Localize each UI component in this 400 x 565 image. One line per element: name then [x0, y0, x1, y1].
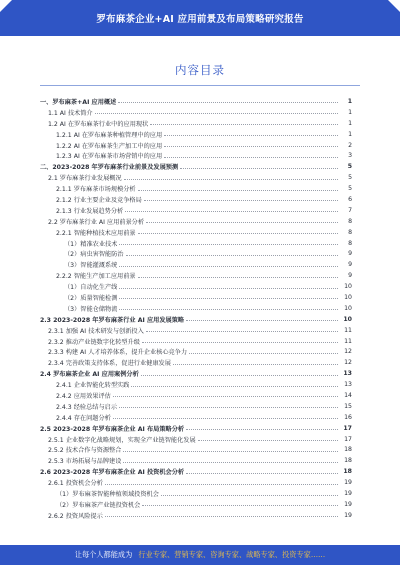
toc-entry[interactable] — [40, 466, 352, 477]
toc-title: 内容目录 — [175, 63, 225, 77]
toc-dot-leader — [180, 168, 338, 169]
toc-entry[interactable] — [40, 499, 352, 510]
toc-entry-text: 2.5 2023-2028 年罗布麻茶企业 AI 布局策略分析 — [40, 425, 185, 433]
toc-entry[interactable] — [40, 216, 352, 227]
toc-dot-leader — [105, 516, 338, 517]
toc-entry-text: 1.2.2 AI 在罗布麻茶生产加工中的应用 — [56, 142, 163, 150]
toc-page-number: 5 — [348, 185, 352, 193]
toc-page-number: 11 — [344, 337, 352, 345]
toc-entry[interactable] — [40, 281, 352, 292]
toc-page-number: 5 — [347, 163, 352, 171]
toc-dot-leader — [164, 146, 338, 147]
toc-entry[interactable] — [40, 390, 352, 401]
toc-entry[interactable] — [40, 445, 352, 456]
toc-entry[interactable] — [40, 107, 352, 118]
toc-entry-text: 2.3.2 推动产业链数字化转型升级 — [48, 338, 140, 346]
toc-entry-text: 一、罗布麻茶+AI 应用概述 — [40, 98, 117, 106]
toc-dot-leader — [186, 473, 338, 474]
toc-entry-text: 2.2.1 智能种植技术应用前景 — [56, 229, 136, 237]
toc-entry[interactable] — [40, 118, 352, 129]
toc-entry[interactable] — [40, 129, 352, 140]
toc-page-number: 1 — [348, 108, 352, 116]
toc-dot-leader — [173, 364, 338, 365]
toc-entry[interactable] — [40, 368, 352, 379]
toc-page-number: 12 — [344, 348, 352, 356]
toc-entry[interactable] — [40, 423, 352, 434]
toc-page-number: 1 — [348, 119, 352, 127]
toc-dot-leader — [138, 277, 338, 278]
toc-entry[interactable] — [40, 183, 352, 194]
toc-dot-leader — [164, 157, 338, 158]
toc-dot-leader — [142, 505, 338, 506]
toc-page-number: 19 — [344, 490, 352, 497]
toc-page-number: 13 — [344, 381, 352, 389]
toc-dot-leader — [186, 320, 338, 321]
footer-banner — [0, 545, 400, 565]
toc-dot-leader — [161, 495, 338, 496]
toc-page-number: 12 — [344, 359, 352, 367]
toc-dot-leader — [144, 200, 338, 201]
toc-page-number: 1 — [347, 97, 352, 105]
report-header — [0, 0, 400, 36]
toc-page-number: 2 — [348, 141, 352, 149]
header-corner-right — [388, 0, 400, 12]
toc-dot-leader — [146, 222, 338, 223]
toc-entry-text: 1.1 AI 技术简介 — [48, 109, 93, 117]
toc-entry-text: 2.6.2 投资风险提示 — [48, 512, 103, 520]
toc-entry-text: 2.1.3 行业发展趋势分析 — [56, 207, 124, 215]
toc-entry-text: 2.6 2023-2028 年罗布麻茶企业 AI 投资机会分析 — [40, 469, 185, 477]
toc-dot-leader — [138, 190, 338, 191]
toc-page-number: 8 — [348, 217, 352, 225]
toc-entry-text: 1.2.3 AI 在罗布麻茶市场营销中的应用 — [56, 153, 163, 161]
toc-entry[interactable] — [40, 238, 352, 249]
footer-lead: 让每个人都能成为 — [74, 550, 133, 559]
toc-page-number: 5 — [348, 174, 352, 182]
toc-entry-text: 1.2 AI 在罗布麻茶行业中的应用现状 — [48, 120, 149, 128]
toc-entry-text: 2.5.3 市场拓展与品牌建设 — [48, 458, 122, 466]
toc-page-number: 7 — [348, 206, 352, 214]
toc-dot-leader — [146, 331, 338, 332]
toc-entry-text: 二、2023-2028 年罗布麻茶行业前景及发展预测 — [40, 164, 179, 172]
toc-page-number: 10 — [343, 315, 352, 323]
toc-entry-text: 2.3.4 完善政策支持体系，促进行业健康发展 — [48, 360, 171, 368]
toc-page-number: 6 — [348, 195, 352, 203]
toc-page-number: 10 — [344, 304, 352, 312]
toc-page-number: 17 — [344, 435, 352, 443]
toc-dot-leader — [113, 418, 338, 419]
toc-entry-text: 2.2.2 智能生产加工应用前景 — [56, 273, 136, 281]
toc-entry-text: 2.4.4 存在问题分析 — [56, 414, 111, 422]
toc-entry-text: （1）罗布麻茶智能种植领域投资机会 — [56, 491, 159, 498]
toc-entry-text: （1）精准农业技术 — [64, 240, 118, 248]
toc-page-number: 9 — [348, 250, 352, 258]
toc-dot-leader — [123, 451, 338, 452]
toc-entry-text: 2.4.2 应用效果评估 — [56, 392, 111, 400]
toc-page-number: 18 — [344, 446, 352, 454]
toc-entry-text: 2.3.1 加强 AI 技术研发与创新投入 — [48, 327, 144, 335]
toc-entry[interactable] — [40, 455, 352, 466]
toc-dot-leader — [119, 266, 338, 267]
table-of-contents — [40, 96, 352, 521]
toc-entry[interactable] — [40, 150, 352, 161]
toc-page-number: 10 — [344, 293, 352, 301]
toc-dot-leader — [189, 353, 338, 354]
toc-entry[interactable] — [40, 510, 352, 521]
toc-dot-leader — [119, 309, 338, 310]
toc-entry[interactable] — [40, 477, 352, 488]
toc-page-number: 13 — [343, 370, 352, 378]
toc-entry-text: （2）罗布麻茶产业链投资机会 — [56, 501, 141, 509]
toc-page-number: 10 — [344, 283, 352, 291]
toc-dot-leader — [119, 244, 338, 245]
toc-dot-leader — [119, 407, 338, 408]
toc-dot-leader — [198, 440, 338, 441]
toc-page-number: 8 — [348, 239, 352, 247]
toc-dot-leader — [141, 375, 338, 376]
toc-entry-text: （3）智能仓储物流 — [64, 305, 118, 313]
toc-dot-leader — [118, 102, 338, 103]
toc-entry-text: （3）智能灌溉系统 — [64, 262, 118, 270]
toc-entry[interactable] — [40, 357, 352, 368]
toc-page-number: 15 — [344, 402, 352, 410]
toc-page-number: 9 — [348, 272, 352, 280]
toc-dot-leader — [119, 288, 338, 289]
toc-page-number: 18 — [344, 457, 352, 465]
toc-divider — [40, 85, 360, 86]
toc-page-number: 11 — [344, 326, 352, 334]
toc-entry-text: 2.1 罗布麻茶行业发展概况 — [48, 175, 122, 183]
toc-entry[interactable] — [40, 303, 352, 314]
toc-dot-leader — [126, 255, 338, 256]
toc-page-number: 14 — [344, 391, 352, 399]
toc-entry-text: 2.4.1 企业智能化转型实践 — [56, 382, 130, 390]
toc-entry[interactable] — [40, 172, 352, 183]
toc-page-number: 9 — [348, 261, 352, 269]
toc-page-number: 8 — [348, 228, 352, 236]
toc-dot-leader — [150, 124, 338, 125]
toc-page-number: 18 — [343, 468, 352, 476]
toc-entry-text: 2.1.2 行业主要企业及竞争格局 — [56, 196, 142, 204]
toc-entry-text: （2）病虫害智能防治 — [64, 251, 124, 259]
toc-dot-leader — [113, 396, 338, 397]
toc-entry[interactable] — [40, 488, 352, 499]
toc-dot-leader — [105, 484, 338, 485]
toc-entry[interactable] — [40, 259, 352, 270]
toc-page-number: 19 — [344, 511, 352, 519]
toc-entry[interactable] — [40, 325, 352, 336]
toc-entry[interactable] — [40, 314, 352, 325]
toc-dot-leader — [124, 179, 338, 180]
toc-entry[interactable] — [40, 227, 352, 238]
toc-entry[interactable] — [40, 248, 352, 259]
toc-entry[interactable] — [40, 205, 352, 216]
toc-page-number: 19 — [344, 479, 352, 487]
toc-entry-text: （2）质量智能检测 — [64, 294, 118, 302]
toc-entry[interactable] — [40, 401, 352, 412]
toc-entry-text: 2.3 2023-2028 年罗布麻茶行业 AI 应用发展策略 — [40, 316, 185, 324]
toc-entry[interactable] — [40, 412, 352, 423]
toc-dot-leader — [95, 113, 338, 114]
toc-entry[interactable] — [40, 379, 352, 390]
toc-dot-leader — [164, 135, 338, 136]
header-corner-left — [0, 0, 12, 12]
toc-entry[interactable] — [40, 434, 352, 445]
toc-entry[interactable] — [40, 194, 352, 205]
toc-dot-leader — [186, 429, 338, 430]
toc-dot-leader — [142, 342, 338, 343]
toc-entry[interactable] — [40, 346, 352, 357]
toc-entry[interactable] — [40, 140, 352, 151]
toc-entry[interactable] — [40, 96, 352, 107]
toc-entry[interactable] — [40, 161, 352, 172]
toc-entry[interactable] — [40, 336, 352, 347]
toc-entry-text: 2.1.1 罗布麻茶市场规模分析 — [56, 186, 136, 194]
report-title: 罗布麻茶企业+AI 应用前景及布局策略研究报告 — [96, 14, 304, 25]
toc-entry-text: （1）自动化生产线 — [64, 284, 118, 292]
toc-entry[interactable] — [40, 292, 352, 303]
toc-dot-leader — [125, 211, 338, 212]
toc-page-number: 17 — [343, 424, 352, 432]
toc-dot-leader — [138, 233, 338, 234]
toc-entry-text: 2.4 罗布麻茶企业 AI 应用案例分析 — [40, 371, 139, 379]
toc-entry-text: 2.3.3 构建 AI 人才培养体系，提升企业核心竞争力 — [48, 349, 188, 357]
toc-page-number: 3 — [348, 152, 352, 160]
toc-entry-text: 2.2 罗布麻茶行业 AI 应用前景分析 — [48, 218, 145, 226]
toc-entry-text: 2.5.1 企业数字化战略规划，实现全产业链智能化发展 — [48, 436, 196, 444]
toc-entry[interactable] — [40, 270, 352, 281]
footer-roles: 行业专家、营销专家、咨询专家、战略专家、投资专家…… — [138, 550, 326, 559]
toc-entry-text: 2.6.1 投资机会分析 — [48, 480, 103, 488]
toc-entry-text: 2.4.3 经验总结与启示 — [56, 403, 118, 411]
toc-dot-leader — [131, 386, 338, 387]
toc-dot-leader — [119, 298, 338, 299]
toc-page-number: 1 — [348, 130, 352, 138]
toc-page-number: 19 — [344, 500, 352, 508]
toc-page-number: 16 — [344, 413, 352, 421]
toc-dot-leader — [123, 462, 338, 463]
toc-entry-text: 1.2.1 AI 在罗布麻茶种植管理中的应用 — [56, 131, 163, 139]
toc-entry-text: 2.5.2 技术合作与资源整合 — [48, 447, 122, 455]
